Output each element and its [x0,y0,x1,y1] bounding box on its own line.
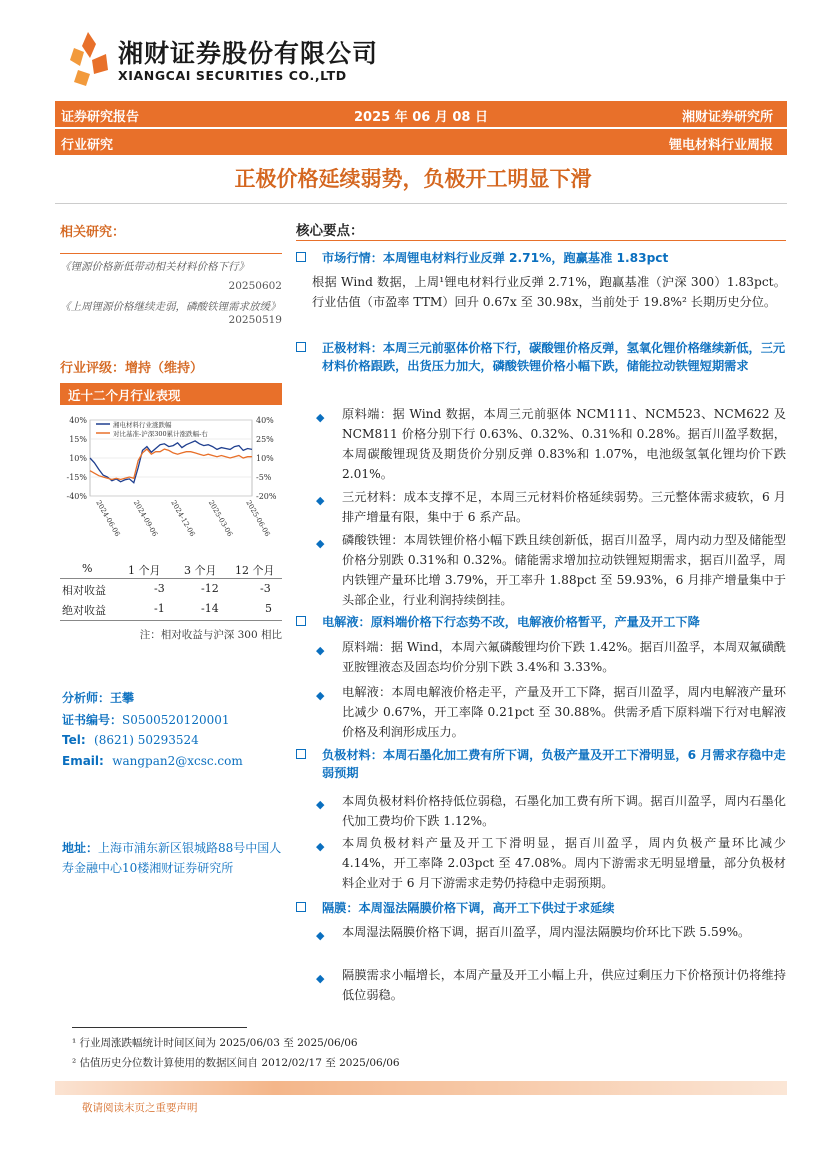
electrolyte-bullet-main: ◆ 电解液：本周电解液价格走平，产量及开工下降，据百川盈孚，周内电解液产量环比减少 0.67%，开工率降 0.21pct 至 30.88%。供需矛盾下原料端下行对电解液价格及利润形成压力。 [316,685,786,739]
chart-x-tick: 2024-09-06 [131,499,159,538]
checkbox-icon [296,749,306,759]
footnote: ² 估值历史分位数计算使用的数据区间自 2012/02/17 至 2025/06/06 [72,1057,400,1069]
chart-right-tick: -5% [256,473,272,482]
analyst-tel-value: (8621) 50293524 [94,733,199,747]
chart-x-tick: 2025-06-06 [244,499,272,538]
chart-legend-label: 湘电材料行业涨跌幅 [113,421,172,429]
analyst-tel [62,733,199,747]
chart-x-tick: 2024-12-06 [169,499,197,538]
industry-rating: 行业评级：增持（维持） [60,361,204,376]
company-logo-icon [70,30,110,88]
anode-bullet-price: ◆ 本周负极材料价格持低位弱稳，石墨化加工费有所下调。据百川盈孚，周内石墨化代加工费均价下跌 1.12%。 [316,794,786,828]
chart-left-tick: 40% [69,416,87,425]
diamond-bullet-icon: ◆ [316,537,325,550]
address-text: 上海市浦东新区银城路88号中国人寿金融中心10楼湘财证券研究所 [62,841,282,875]
analyst-name [62,689,134,706]
performance-table [60,560,282,620]
table-cell: -3 [154,582,165,595]
chart-right-tick: 40% [256,416,274,425]
institute-name: 湘财证券研究所 [681,110,773,125]
section-market-paragraph: 根据 Wind 数据，上周¹锂电材料行业反弹 2.71%，跑赢基准（沪深 300）1.83pct。行业估值（市盈率 TTM）回升 0.67x 至 30.98x，当前处于 19.8%² 长期历史分位。 [312,275,786,309]
analyst-email [62,754,243,768]
anode-bullet-output: ◆ 本周负极材料产量及开工下滑明显，据百川盈孚，周内负极产量环比减少 4.14%，开工率降 2.03pct 至 47.08%。周内下游需求无明显增量，部分负极材料企业对于 6 月下游需求走势仍持稳中走弱预期。 [316,836,786,890]
footer-band [55,1081,787,1095]
chart-right-tick: 10% [256,454,274,463]
report-date: 2025 年 06 月 08 日 [354,110,488,125]
cathode-bullet-raw: ◆ 原料端：据 Wind 数据，本周三元前驱体 NCM111、NCM523、NCM622 及 NCM811 价格分别下行 0.63%、0.32%、0.31%和 0.28%。据百川盈孚数据，本周碳酸锂现货及期货价分别反弹 0.83%和 1.07%，电池级氢氧化锂均价下跌 2.01%。 [316,407,786,481]
table-header-cell: 3 个月 [184,564,217,577]
table-row [60,600,282,620]
chart-series-line [90,449,252,479]
core-divider [296,240,786,241]
chart-x-tick: 2024-06-06 [94,499,122,538]
related-research-title: 相关研究： [60,225,126,240]
section-separator-title: 隔膜：本周湿法隔膜价格下调，高开工下供过于求延续 [296,899,786,917]
footnote-divider [72,1027,247,1028]
report-type: 证券研究报告 [61,110,140,125]
table-row [60,580,282,600]
report-category: 行业研究 [61,138,114,153]
address [62,838,287,878]
analyst-email-label: Email: [62,754,104,768]
performance-chart-svg [60,410,282,552]
diamond-bullet-icon: ◆ [316,689,325,702]
section-anode-title: 负极材料：本周石墨化加工费有所下调，负极产量及开工下滑明显，6 月需求存稳中走弱预期 [296,746,786,782]
analyst-cert [62,711,230,728]
table-divider [60,578,282,579]
table-divider [60,620,282,621]
analyst-tel-label: Tel: [62,733,86,747]
table-cell: 5 [265,602,272,615]
chart-left-tick: -15% [66,473,87,482]
diamond-bullet-icon: ◆ [316,929,325,942]
checkbox-icon [296,616,306,626]
analyst-cert-value: S0500520120001 [122,713,230,727]
table-cell: -14 [201,602,219,615]
related-divider [60,253,282,254]
address-label: 地址： [62,841,99,855]
section-cathode-title: 正极材料：本周三元前驱体价格下行，碳酸锂价格反弹，氢氧化锂价格继续新低，三元材料价格跟跌，出货压力加大，磷酸铁锂价格小幅下跌，储能拉动铁锂短期需求 [296,339,786,375]
checkbox-icon [296,342,306,352]
chart-series-line [90,441,252,483]
diamond-bullet-icon: ◆ [316,972,325,985]
performance-chart [60,410,282,552]
table-header-cell: 1 个月 [128,564,161,577]
chart-x-tick: 2025-03-06 [206,499,234,538]
table-cell: -1 [154,602,165,615]
table-header-row [60,560,282,580]
chart-left-tick: 10% [69,454,87,463]
core-points-title: 核心要点： [296,223,364,239]
analyst-cert-label: 证书编号： [62,713,123,727]
section-market-title: 市场行情：本周锂电材料行业反弹 2.71%，跑赢基准 1.83pct [296,249,786,267]
footnote: ¹ 行业周涨跌幅统计时间区间为 2025/06/03 至 2025/06/06 [72,1037,358,1049]
separator-bullet-price: ◆ 本周湿法隔膜价格下调，据百川盈孚，周内湿法隔膜均价环比下跌 5.59%。 [296,922,786,942]
header-bar-top [55,101,787,127]
section-electrolyte-title: 电解液：原料端价格下行态势不改，电解液价格暂平，产量及开工下降 [296,613,786,631]
company-logo [70,30,390,90]
electrolyte-bullet-raw: ◆ 原料端：据 Wind，本周六氟磷酸锂均价下跌 1.42%。据百川盈孚，本周双氟磺酰亚胺锂液态及固态均价分别下跌 3.4%和 3.33%。 [316,640,786,674]
table-cell: 相对收益 [62,584,106,597]
cathode-bullet-lfp: ◆ 磷酸铁锂：本周铁锂价格小幅下跌且续创新低，据百川盈孚，周内动力型及储能型价格分别跌 0.31%和 0.32%。储能需求增加拉动铁锂短期需求，据百川盈孚，周内铁锂产量环比增 3.79%，开工率升 1.88pct 至 59.93%，6 月排产增量集中于头部企业，行业利润持续倒挂。 [316,533,786,607]
chart-right-tick: 25% [256,435,274,444]
related-item-text[interactable]: 《锂源价格新低带动相关材料价格下行》 [60,261,249,273]
chart-right-tick: -20% [256,492,277,501]
chart-left-tick: -40% [66,492,87,501]
table-cell: -3 [260,582,271,595]
diamond-bullet-icon: ◆ [316,840,325,853]
diamond-bullet-icon: ◆ [316,494,325,507]
checkbox-icon [296,902,306,912]
related-item-text[interactable]: 《上周锂源价格继续走弱，磷酸铁锂需求放缓》 [60,301,281,313]
performance-title: 近十二个月行业表现 [60,383,282,405]
company-name-en: XIANGCAI SECURITIES CO.,LTD [118,68,347,83]
chart-left-tick: 15% [69,435,87,444]
diamond-bullet-icon: ◆ [316,798,325,811]
company-name-cn: 湘财证券股份有限公司 [118,39,379,68]
table-header-cell: % [82,562,93,575]
related-item[interactable] [60,258,282,292]
chart-legend-label: 对比基准-沪深300累计涨跌幅-右 [113,430,208,438]
footer-disclaimer[interactable]: 敬请阅读末页之重要声明 [82,1102,198,1114]
analyst-email-value[interactable]: wangpan2@xcsc.com [112,754,243,768]
report-series: 锂电材料行业周报 [668,138,773,153]
analyst-name-value: 王攀 [110,691,135,705]
checkbox-icon [296,252,306,262]
page-title: 正极价格延续弱势，负极开工明显下滑 [234,167,592,191]
related-item-date: 20250602 [228,280,282,292]
table-cell: 绝对收益 [62,604,106,617]
related-item[interactable] [60,298,282,326]
table-cell: -12 [201,582,219,595]
cathode-bullet-ternary: ◆ 三元材料：成本支撑不足，本周三元材料价格延续弱势。三元整体需求疲软，6 月排产增量有限，集中于 6 系产品。 [316,490,786,524]
title-divider [55,203,787,204]
table-header-cell: 12 个月 [235,564,275,577]
related-item-date: 20250519 [228,314,282,326]
separator-bullet-demand: ◆ 隔膜需求小幅增长，本周产量及开工小幅上升，供应过剩压力下价格预计仍将维持低位弱稳。 [316,968,786,1002]
table-note: 注：相对收益与沪深 300 相比 [139,629,282,641]
diamond-bullet-icon: ◆ [316,411,325,424]
header-bar-bottom [55,129,787,155]
analyst-name-label: 分析师： [62,691,111,705]
diamond-bullet-icon: ◆ [316,644,325,657]
